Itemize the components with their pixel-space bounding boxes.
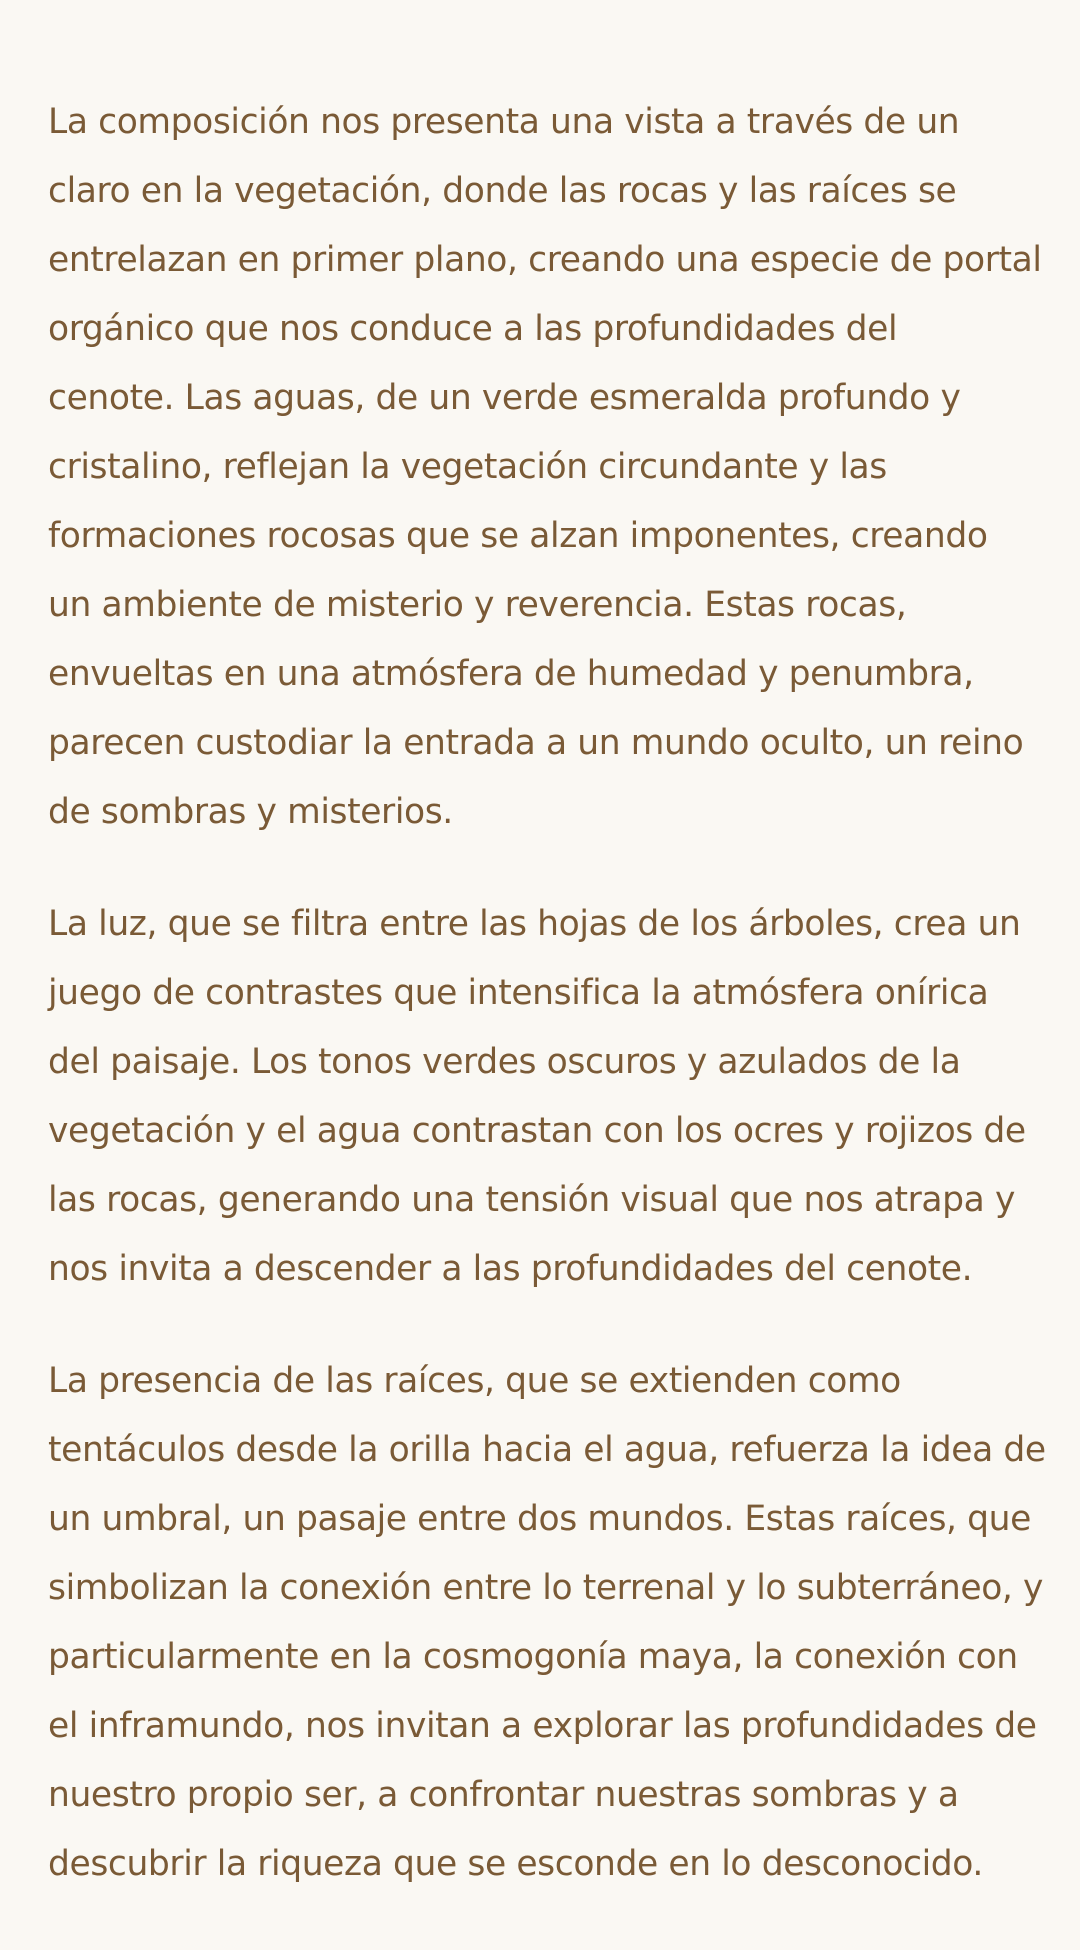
paragraph-line: envueltas en una atmósfera de humedad y penumbra, bbox=[48, 654, 974, 694]
paragraph-line: del paisaje. Los tonos verdes oscuros y azulados de la bbox=[48, 1042, 961, 1082]
paragraph-line: simbolizan la conexión entre lo terrenal y lo subterráneo, y bbox=[48, 1568, 1044, 1608]
paragraph-line: particularmente en la cosmogonía maya, la conexión con bbox=[48, 1637, 1018, 1677]
paragraph-line: cristalino, reflejan la vegetación circundante y las bbox=[48, 447, 887, 487]
paragraph-line: las rocas, generando una tensión visual que nos atrapa y bbox=[48, 1180, 1015, 1220]
paragraph-line: tentáculos desde la orilla hacia el agua, refuerza la idea de bbox=[48, 1430, 1046, 1470]
paragraph-line: entrelazan en primer plano, creando una especie de portal bbox=[48, 240, 1042, 280]
paragraph-line: de sombras y misterios. bbox=[48, 792, 453, 832]
paragraph-line: juego de contrastes que intensifica la atmósfera onírica bbox=[48, 973, 989, 1013]
paragraph-line: claro en la vegetación, donde las rocas y las raíces se bbox=[48, 171, 957, 211]
paragraph-line: La presencia de las raíces, que se extienden como bbox=[48, 1361, 901, 1401]
paragraph-line: el inframundo, nos invitan a explorar las profundidades de bbox=[48, 1706, 1037, 1746]
paragraph-3 bbox=[48, 1347, 1058, 1899]
paragraph-line: nuestro propio ser, a confrontar nuestras sombras y a bbox=[48, 1775, 959, 1815]
paragraph-line: un umbral, un pasaje entre dos mundos. Estas raíces, que bbox=[48, 1499, 1031, 1539]
paragraph-line: nos invita a descender a las profundidades del cenote. bbox=[48, 1249, 973, 1289]
paragraph-1 bbox=[48, 88, 1058, 847]
paragraph-line: vegetación y el agua contrastan con los ocres y rojizos de bbox=[48, 1111, 1026, 1151]
article-body bbox=[48, 88, 1058, 1899]
paragraph-line: orgánico que nos conduce a las profundidades del bbox=[48, 309, 898, 349]
paragraph-line: La composición nos presenta una vista a través de un bbox=[48, 102, 960, 142]
paragraph-2 bbox=[48, 890, 1058, 1304]
paragraph-line: formaciones rocosas que se alzan imponentes, creando bbox=[48, 516, 988, 556]
paragraph-line: La luz, que se filtra entre las hojas de los árboles, crea un bbox=[48, 904, 1021, 944]
paragraph-line: parecen custodiar la entrada a un mundo oculto, un reino bbox=[48, 723, 1024, 763]
paragraph-line: descubrir la riqueza que se esconde en lo desconocido. bbox=[48, 1844, 983, 1884]
paragraph-line: cenote. Las aguas, de un verde esmeralda profundo y bbox=[48, 378, 961, 418]
paragraph-line: un ambiente de misterio y reverencia. Estas rocas, bbox=[48, 585, 907, 625]
